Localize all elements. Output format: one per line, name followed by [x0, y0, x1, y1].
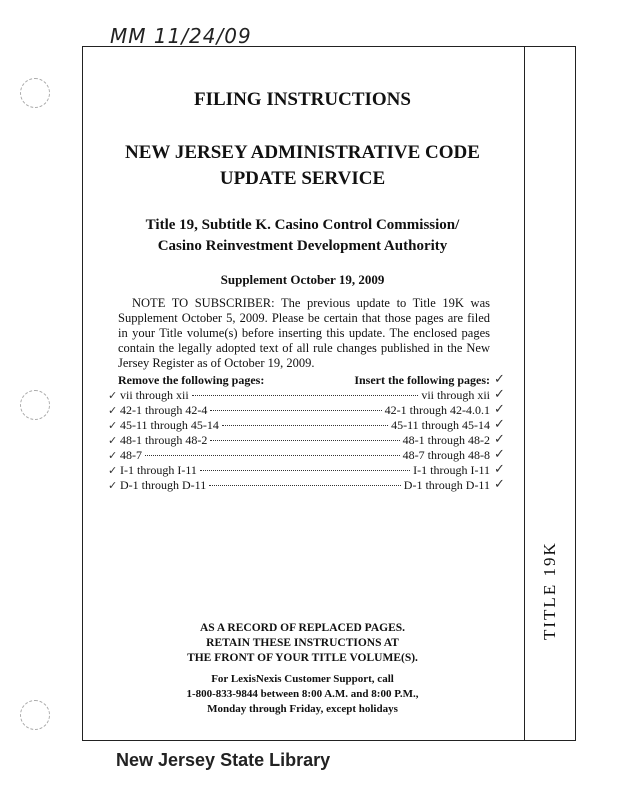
remove-pages: 45-11 through 45-14 [120, 418, 219, 432]
list-row [108, 478, 490, 493]
check-icon: ✓ [494, 432, 505, 447]
insert-pages: I-1 through I-11 [413, 463, 490, 477]
insert-pages: D-1 through D-11 [403, 478, 490, 492]
insert-pages: 48-1 through 48-2 [402, 433, 490, 447]
customer-support [82, 672, 523, 717]
check-icon: ✓ [108, 389, 118, 402]
support-line: Monday through Friday, except holidays [207, 703, 398, 715]
insert-pages: 42-1 through 42-4.0.1 [384, 403, 490, 417]
code-title [82, 140, 523, 192]
list-row [108, 463, 490, 478]
remove-pages: 48-7 [120, 448, 142, 462]
punch-hole [20, 78, 50, 108]
list-row [108, 403, 490, 418]
check-icon: ✓ [108, 479, 118, 492]
check-icon: ✓ [494, 462, 505, 477]
dot-leader [192, 395, 419, 396]
note-to-subscriber [118, 296, 490, 371]
dot-leader [222, 425, 388, 426]
code-title-line: NEW JERSEY ADMINISTRATIVE CODE [125, 142, 480, 163]
check-icon: ✓ [494, 402, 505, 417]
insert-pages: 45-11 through 45-14 [391, 418, 490, 432]
remove-pages: 48-1 through 48-2 [120, 433, 208, 447]
dot-leader [145, 455, 400, 456]
list-row [108, 448, 490, 463]
remove-pages: 42-1 through 42-4 [120, 403, 208, 417]
check-icon: ✓ [494, 387, 505, 402]
list-row [108, 388, 490, 403]
support-line: For LexisNexis Customer Support, call [211, 673, 394, 685]
check-icon: ✓ [108, 464, 118, 477]
subtitle-line: Casino Reinvestment Development Authority [157, 238, 448, 254]
note-text: NOTE TO SUBSCRIBER: The previous update to Title 19K was Supplement October 5, 2009. Please be certain that those pages are filed in your Title volume(s) before inserting this update. The enclosed pages contain the legally adopted text of all rule changes published in the New Jersey Register as of October 19, 2009. [118, 296, 490, 370]
dot-leader [200, 470, 410, 471]
check-icon: ✓ [494, 372, 505, 387]
insert-pages: vii through xii [421, 388, 490, 402]
remove-pages: D-1 through D-11 [120, 478, 207, 492]
record-line: THE FRONT OF YOUR TITLE VOLUME(S). [187, 652, 418, 664]
insert-header: Insert the following pages: [354, 373, 490, 387]
code-title-line: UPDATE SERVICE [219, 168, 386, 189]
check-icon: ✓ [494, 477, 505, 492]
check-icon: ✓ [108, 434, 118, 447]
tab-label: TITLE 19K [540, 541, 559, 640]
support-line: 1-800-833-9844 between 8:00 A.M. and 8:00 P.M., [186, 688, 419, 700]
check-icon: ✓ [108, 404, 118, 417]
dot-leader [209, 485, 401, 486]
dot-leader [210, 440, 399, 441]
remove-pages: vii through xii [120, 388, 189, 402]
handwritten-initials-date: MM 11/24/09 [110, 24, 252, 48]
insert-pages: 48-7 through 48-8 [402, 448, 490, 462]
check-icon: ✓ [494, 447, 505, 462]
punch-hole [20, 390, 50, 420]
record-line: AS A RECORD OF REPLACED PAGES. [199, 622, 406, 634]
remove-pages: I-1 through I-11 [120, 463, 197, 477]
dot-leader [210, 410, 381, 411]
check-icon: ✓ [108, 419, 118, 432]
library-stamp: New Jersey State Library [116, 750, 331, 770]
punch-hole [20, 700, 50, 730]
check-icon: ✓ [108, 449, 118, 462]
list-row [108, 433, 490, 448]
supplement-date: Supplement October 19, 2009 [220, 272, 385, 287]
record-notice [82, 621, 523, 666]
page-title: FILING INSTRUCTIONS [194, 89, 411, 110]
page-list [108, 388, 490, 493]
check-icon: ✓ [494, 417, 505, 432]
list-row [108, 418, 490, 433]
record-line: RETAIN THESE INSTRUCTIONS AT [206, 637, 399, 649]
remove-header: Remove the following pages: [118, 373, 265, 387]
subtitle [82, 215, 523, 257]
subtitle-line: Title 19, Subtitle K. Casino Control Commission/ [145, 217, 460, 233]
insert-checkmarks [494, 372, 505, 492]
